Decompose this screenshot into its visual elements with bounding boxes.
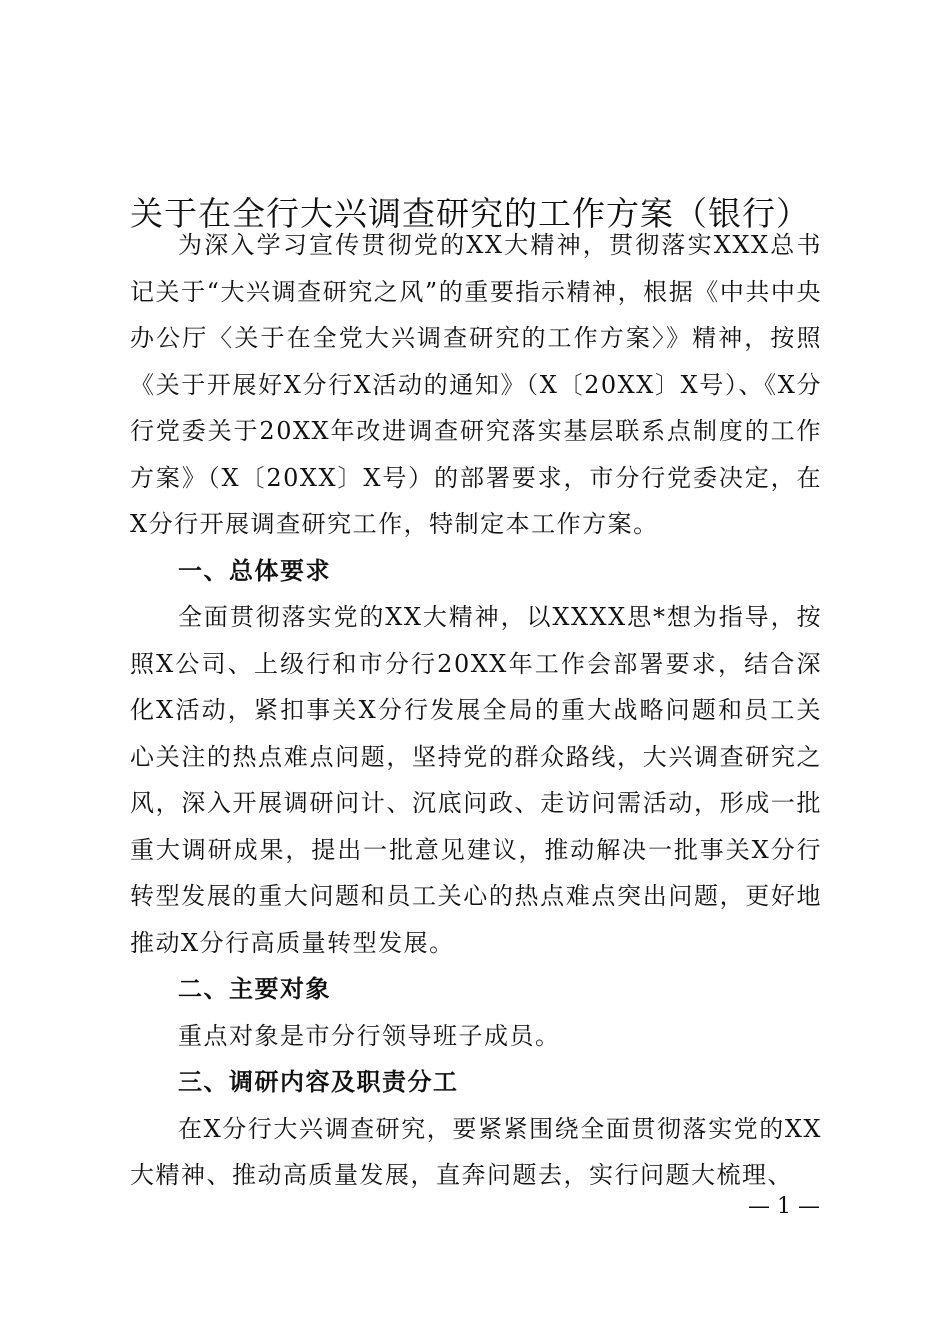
section-heading-overall-requirements: 一、总体要求 (178, 556, 331, 585)
overall-requirements-paragraph: 全面贯彻落实党的XX大精神，以XXXX思*想为指导，按照X公司、上级行和市分行20XX年工作会部署要求，结合深化X活动，紧扣事关X分行发展全局的重大战略问题和员工关心关注的热点难点问题，坚持党的群众路线，大兴调查研究之风，深入开展调研问计、沉底问政、走访问需活动，形成一批重大调研成果，提出一批意见建议，推动解决一批事关X分行转型发展的重大问题和员工关心的热点难点突出问题，更好地推动X分行高质量转型发展。 (130, 603, 822, 957)
page-number: — 1 — (748, 1194, 820, 1219)
intro-paragraph: 为深入学习宣传贯彻党的XX大精神，贯彻落实XXX总书记关于“大兴调查研究之风”的重要指示精神，根据《中共中央办公厅〈关于在全党大兴调查研究的工作方案〉》精神，按照《关于开展好X分行X活动的通知》（X〔20XX〕X号）、《X分行党委关于20XX年改进调查研究落实基层联系点制度的工作方案》（X〔20XX〕X号）的部署要求，市分行党委决定，在X分行开展调查研究工作，特制定本工作方案。 (130, 231, 822, 538)
main-targets-paragraph: 重点对象是市分行领导班子成员。 (178, 1021, 561, 1050)
section-heading-research-content: 三、调研内容及职责分工 (178, 1068, 459, 1096)
document-body (130, 222, 822, 1199)
research-content-paragraph: 在X分行大兴调查研究，要紧紧围绕全面贯彻落实党的XX大精神、推动高质量发展，直奔问题去，实行问题大梳理、 (130, 1114, 822, 1189)
document-title: 关于在全行大兴调查研究的工作方案（银行） (130, 194, 810, 234)
section-heading-main-targets: 二、主要对象 (178, 975, 331, 1003)
